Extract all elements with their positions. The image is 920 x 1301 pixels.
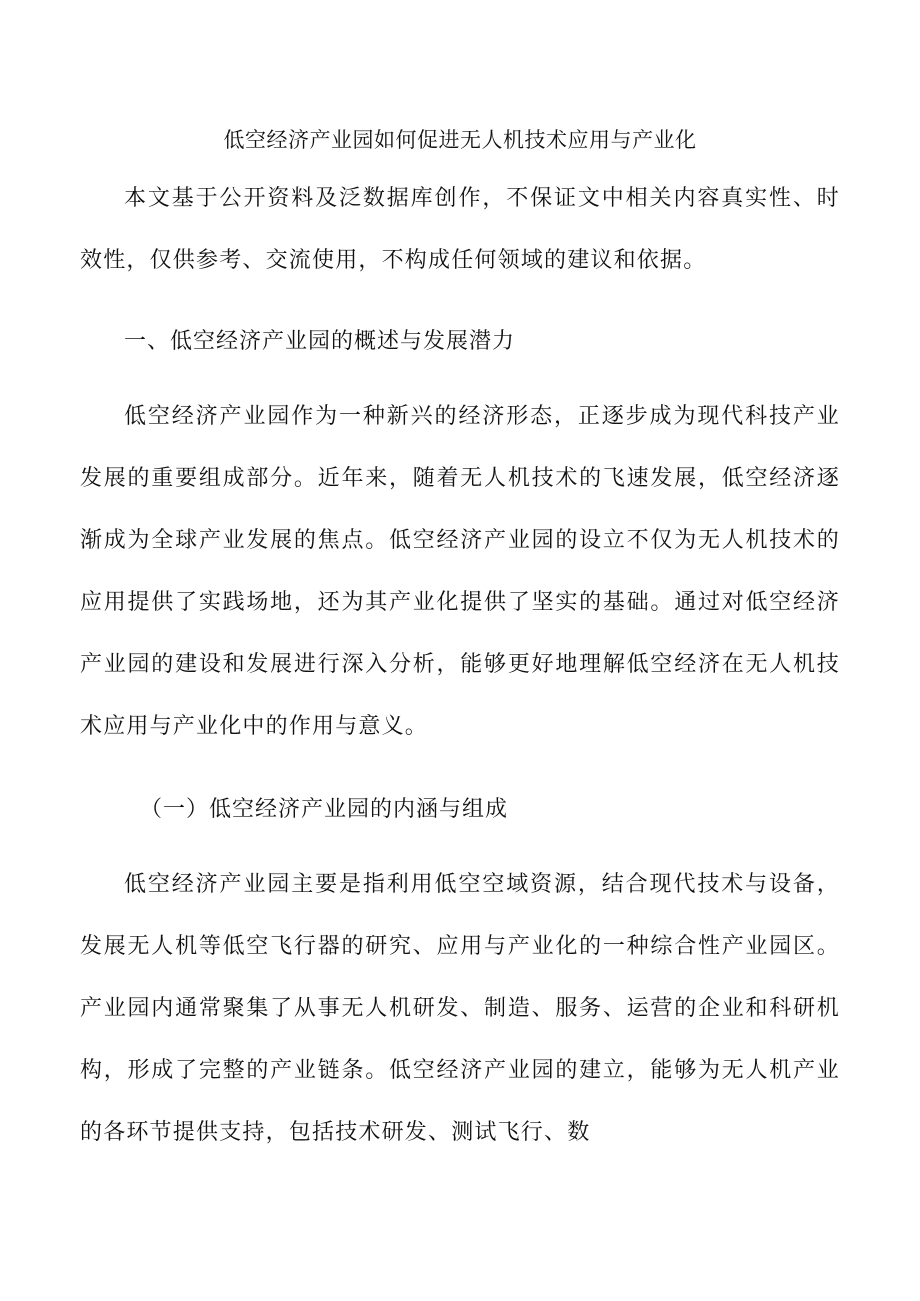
section-paragraph-overview: 低空经济产业园作为一种新兴的经济形态，正逐步成为现代科技产业发展的重要组成部分。近年来，随着无人机技术的飞速发展，低空经济逐渐成为全球产业发展的焦点。低空经济产业园的设立不仅为无人机技术的应用提供了实践场地，还为其产业化提供了坚实的基础。通过对低空经济产业园的建设和发展进行深入分析，能够更好地理解低空经济在无人机技术应用与产业化中的作用与意义。 <box>80 404 840 739</box>
subsection-paragraph-connotation: 低空经济产业园主要是指利用低空空域资源，结合现代技术与设备，发展无人机等低空飞行器的研究、应用与产业化的一种综合性产业园区。产业园内通常聚集了从事无人机研发、制造、服务、运营的企业和科研机构，形成了完整的产业链条。低空经济产业园的建立，能够为无人机产业的各环节提供支持，包括技术研发、测试飞行、数 <box>80 872 840 1145</box>
disclaimer-paragraph: 本文基于公开资料及泛数据库创作，不保证文中相关内容真实性、时效性，仅供参考、交流使用，不构成任何领域的建议和依据。 <box>80 186 840 273</box>
subsection-heading-connotation: （一）低空经济产业园的内涵与组成 <box>140 797 509 822</box>
section-heading-overview: 一、低空经济产业园的概述与发展潜力 <box>124 329 516 354</box>
document-title: 低空经济产业园如何促进无人机技术应用与产业化 <box>223 128 697 152</box>
